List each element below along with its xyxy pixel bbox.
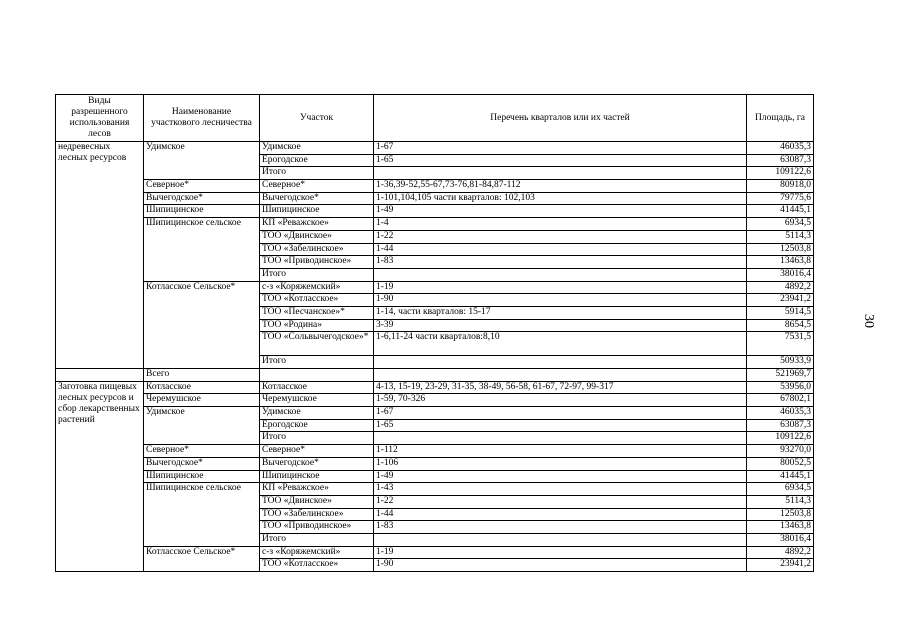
header-kind: Виды разрешенного использования лесов: [56, 95, 144, 142]
area-cell: 38016,4: [747, 268, 814, 281]
quarters-cell: 1-22: [374, 495, 747, 508]
quarters-cell: 1-106: [374, 457, 747, 470]
section-cell: ТОО «Приводинское»: [260, 256, 374, 269]
quarters-cell: [374, 432, 747, 445]
forestry-cell: Удимское: [144, 142, 260, 180]
forestry-cell: Северное*: [144, 180, 260, 193]
section-cell: ТОО «Котласское»: [260, 294, 374, 307]
area-cell: 23941,2: [747, 559, 814, 572]
quarters-cell: 1-14, части кварталов: 15-17: [374, 306, 747, 319]
section-cell: Вычегодское*: [260, 457, 374, 470]
quarters-cell: 1-67: [374, 142, 747, 155]
quarters-cell: 1-112: [374, 445, 747, 458]
section-cell: Шипицинское: [260, 205, 374, 218]
area-cell: 93270,0: [747, 445, 814, 458]
area-cell: 63087,3: [747, 154, 814, 167]
area-cell: 5114,3: [747, 230, 814, 243]
forestry-cell: Шипицинское: [144, 205, 260, 218]
table-row: [56, 180, 814, 193]
section-cell: ТОО «Двинское»: [260, 495, 374, 508]
quarters-cell: 1-83: [374, 521, 747, 534]
header-section: Участок: [260, 95, 374, 142]
area-cell: 6934,5: [747, 483, 814, 496]
table-row: [56, 445, 814, 458]
section-cell: Ерогодское: [260, 154, 374, 167]
quarters-cell: 4-13, 15-19, 23-29, 31-35, 38-49, 56-58, 61-67, 72-97, 99-317: [374, 381, 747, 394]
quarters-cell: 1-83: [374, 256, 747, 269]
area-cell: 41445,1: [747, 470, 814, 483]
area-cell: 13463,8: [747, 521, 814, 534]
section-cell: Северное*: [260, 180, 374, 193]
area-cell: 109122,6: [747, 167, 814, 180]
quarters-cell: 1-6,11-24 части кварталов:8,10: [374, 332, 747, 356]
forestry-cell: Вычегодское*: [144, 192, 260, 205]
kind-cell: [56, 369, 144, 382]
area-cell: 13463,8: [747, 256, 814, 269]
section-cell: [260, 369, 374, 382]
section-cell: Итого: [260, 356, 374, 369]
section-cell: Шипицинское: [260, 470, 374, 483]
section-cell: Северное*: [260, 445, 374, 458]
section-cell: ТОО «Забелинское»: [260, 508, 374, 521]
table-header-row: [56, 95, 814, 142]
section-cell: Черемушское: [260, 394, 374, 407]
quarters-cell: 1-36,39-52,55-67,73-76,81-84,87-112: [374, 180, 747, 193]
forestry-cell: Удимское: [144, 407, 260, 445]
quarters-cell: [374, 369, 747, 382]
quarters-cell: 1-49: [374, 470, 747, 483]
section-cell: КП «Реважское»: [260, 218, 374, 231]
area-cell: 23941,2: [747, 294, 814, 307]
quarters-cell: 1-43: [374, 483, 747, 496]
table-row-total: [56, 369, 814, 382]
area-cell: 6934,5: [747, 218, 814, 231]
quarters-cell: 1-90: [374, 559, 747, 572]
table-row: [56, 407, 814, 420]
section-cell: Итого: [260, 533, 374, 546]
forestry-cell: Котласское Сельское*: [144, 281, 260, 368]
quarters-cell: [374, 356, 747, 369]
section-cell: ТОО «Родина»: [260, 319, 374, 332]
quarters-cell: 1-4: [374, 218, 747, 231]
forestry-cell: Котласское Сельское*: [144, 546, 260, 571]
section-cell: ТОО «Двинское»: [260, 230, 374, 243]
section-cell: Итого: [260, 268, 374, 281]
area-cell: 521969,7: [747, 369, 814, 382]
quarters-cell: 1-44: [374, 243, 747, 256]
quarters-cell: 3-39: [374, 319, 747, 332]
forestry-cell: Шипицинское сельское: [144, 218, 260, 281]
forestry-cell: Шипицинское: [144, 470, 260, 483]
area-cell: 79775,6: [747, 192, 814, 205]
area-cell: 38016,4: [747, 533, 814, 546]
quarters-cell: [374, 533, 747, 546]
section-cell: Котласское: [260, 381, 374, 394]
area-cell: 80918,0: [747, 180, 814, 193]
quarters-cell: 1-19: [374, 546, 747, 559]
table-row: [56, 470, 814, 483]
forestry-cell: Вычегодское*: [144, 457, 260, 470]
quarters-cell: 1-59, 70-326: [374, 394, 747, 407]
area-cell: 12503,8: [747, 508, 814, 521]
header-quarters: Перечень кварталов или их частей: [374, 95, 747, 142]
area-cell: 67802,1: [747, 394, 814, 407]
area-cell: 53956,0: [747, 381, 814, 394]
section-cell: ТОО «Песчанское»*: [260, 306, 374, 319]
section-cell: ТОО «Сольвычегодское»*: [260, 332, 374, 356]
quarters-cell: 1-49: [374, 205, 747, 218]
table-row: [56, 483, 814, 496]
area-cell: 80052,5: [747, 457, 814, 470]
forest-use-table: [55, 94, 814, 572]
table-row: [56, 394, 814, 407]
section-cell: Удимское: [260, 142, 374, 155]
table-row: [56, 205, 814, 218]
quarters-cell: 1-65: [374, 419, 747, 432]
area-cell: 8654,5: [747, 319, 814, 332]
kind-cell: недревесных лесных ресурсов: [56, 142, 144, 369]
quarters-cell: 1-65: [374, 154, 747, 167]
area-cell: 7531,5: [747, 332, 814, 356]
section-cell: Итого: [260, 432, 374, 445]
section-cell: Итого: [260, 167, 374, 180]
table-row: [56, 218, 814, 231]
section-cell: Ерогодское: [260, 419, 374, 432]
section-cell: КП «Реважское»: [260, 483, 374, 496]
header-area: Площадь, га: [747, 95, 814, 142]
section-cell: с-з «Коряжемский»: [260, 546, 374, 559]
section-cell: ТОО «Котласское»: [260, 559, 374, 572]
table-row: [56, 457, 814, 470]
quarters-cell: 1-101,104,105 части кварталов: 102,103: [374, 192, 747, 205]
table-row: [56, 546, 814, 559]
section-cell: Вычегодское*: [260, 192, 374, 205]
section-cell: с-з «Коряжемский»: [260, 281, 374, 294]
quarters-cell: [374, 167, 747, 180]
table-row: [56, 281, 814, 294]
page-number: 30: [861, 314, 876, 328]
header-forestry: Наименование участкового лесничества: [144, 95, 260, 142]
area-cell: 4892,2: [747, 281, 814, 294]
area-cell: 46035,3: [747, 142, 814, 155]
table-row: [56, 192, 814, 205]
quarters-cell: [374, 268, 747, 281]
forestry-cell: Северное*: [144, 445, 260, 458]
kind-cell: Заготовка пищевых лесных ресурсов и сбор лекарственных растений: [56, 381, 144, 571]
table-row: [56, 142, 814, 155]
area-cell: 12503,8: [747, 243, 814, 256]
table-row: [56, 381, 814, 394]
quarters-cell: 1-67: [374, 407, 747, 420]
area-cell: 50933,9: [747, 356, 814, 369]
area-cell: 46035,3: [747, 407, 814, 420]
forestry-cell: Шипицинское сельское: [144, 483, 260, 546]
area-cell: 41445,1: [747, 205, 814, 218]
quarters-cell: 1-22: [374, 230, 747, 243]
quarters-cell: 1-90: [374, 294, 747, 307]
area-cell: 63087,3: [747, 419, 814, 432]
area-cell: 5914,5: [747, 306, 814, 319]
section-cell: ТОО «Забелинское»: [260, 243, 374, 256]
section-cell: ТОО «Приводинское»: [260, 521, 374, 534]
forestry-cell: Черемушское: [144, 394, 260, 407]
area-cell: 4892,2: [747, 546, 814, 559]
quarters-cell: 1-44: [374, 508, 747, 521]
quarters-cell: 1-19: [374, 281, 747, 294]
forestry-cell: Котласское: [144, 381, 260, 394]
area-cell: 109122,6: [747, 432, 814, 445]
section-cell: Удимское: [260, 407, 374, 420]
forestry-cell: Всего: [144, 369, 260, 382]
area-cell: 5114,3: [747, 495, 814, 508]
